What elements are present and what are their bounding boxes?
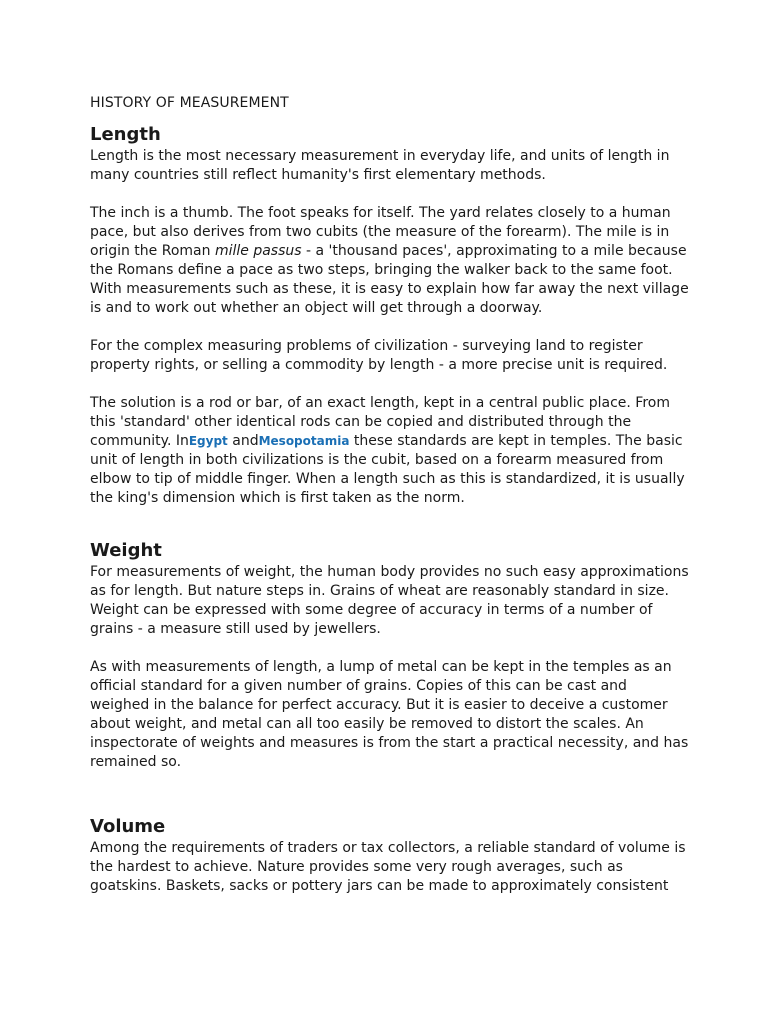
weight-paragraph-2: As with measurements of length, a lump of metal can be kept in the temples as an official standard for a given number of grains. Copies of this can be cast and weighed in the balance for perfect accuracy. But it is easier to deceive a customer about weight, and metal can all too easily be removed to distort the scales. An inspectorate of weights and measures is from the start a practical necessity, and has remained so. xyxy=(90,659,689,770)
document-title: HISTORY OF MEASUREMENT xyxy=(90,95,289,111)
length-paragraph-1: Length is the most necessary measurement in everyday life, and units of length in many countries still reflect humanity's first elementary methods. xyxy=(90,148,670,183)
section-heading-weight: Weight xyxy=(90,540,162,561)
weight-paragraph-1: For measurements of weight, the human body provides no such easy approximations as for length. But nature steps in. Grains of wheat are reasonably standard in size. Weight can be expressed with some degree of accuracy in terms of a number of grains - a measure still used by jewellers. xyxy=(90,564,689,637)
document-body xyxy=(90,94,690,896)
length-p4-and: and xyxy=(227,433,259,449)
length-p4-text-a: The solution is a rod or bar, of an exact length, kept in a central public place. From this 'standard' other identical rods can be copied and distributed through the community. In xyxy=(90,395,670,449)
mille-passus-term: mille passus xyxy=(214,243,302,259)
length-p4-text-b: these standards are kept in temples. The basic unit of length in both civilizations is the cubit, based on a forearm measured from elbow to tip of middle finger. When a length such as this is standardized, it is usually the king's dimension which is first taken as the norm. xyxy=(90,433,685,506)
length-paragraph-3: For the complex measuring problems of civilization - surveying land to register property rights, or selling a commodity by length - a more precise unit is required. xyxy=(90,338,668,373)
section-heading-volume: Volume xyxy=(90,816,166,837)
volume-paragraph-1: Among the requirements of traders or tax collectors, a reliable standard of volume is the hardest to achieve. Nature provides some very rough averages, such as goatskins. Baskets, sacks or pottery jars can be made to approximately consistent xyxy=(90,840,686,894)
length-paragraph-2 xyxy=(90,204,690,318)
length-paragraph-4 xyxy=(90,394,690,508)
length-p2-text-b: - a 'thousand paces', approximating to a mile because the Romans define a pace as two steps, bringing the walker back to the same foot. With measurements such as these, it is easy to explain how far away the next village is and to work out whether an object will get through a doorway. xyxy=(90,243,689,316)
length-p2-text-a: The inch is a thumb. The foot speaks for itself. The yard relates closely to a human pace, but also derives from two cubits (the measure of the forearm). The mile is in origin the Roman xyxy=(90,205,671,259)
section-heading-length: Length xyxy=(90,124,161,145)
mesopotamia-link[interactable]: Mesopotamia xyxy=(258,434,350,448)
egypt-link[interactable]: Egypt xyxy=(188,434,228,448)
